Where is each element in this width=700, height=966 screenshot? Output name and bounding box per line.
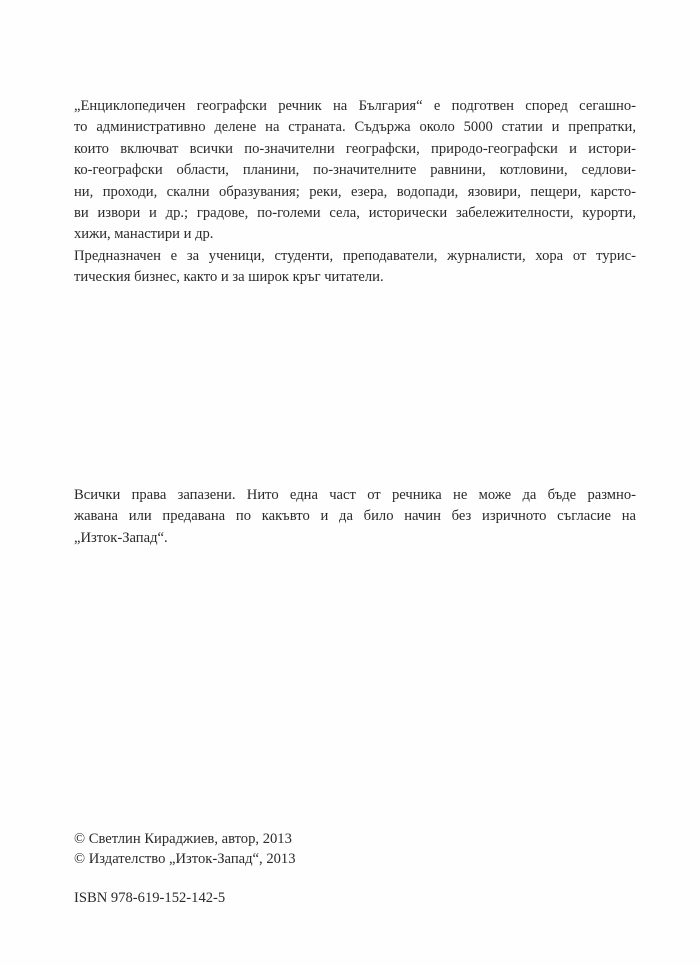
rights-line-2: жавана или предавана по какъвто и да било начин без изричното съгласие на xyxy=(74,508,636,525)
description-line-3: които включват всички по-значителни географски, природо-географски и истори- xyxy=(74,140,636,157)
description-line-4: ко-географски области, планини, по-значителните равнини, котловини, седлови- xyxy=(74,162,636,179)
description-line-6: ви извори и др.; градове, по-големи села, исторически забележителности, курорти, xyxy=(74,205,636,222)
book-description xyxy=(74,96,636,289)
description-line-8: Предназначен е за ученици, студенти, преподаватели, журналисти, хора от турис- xyxy=(74,247,636,264)
copyright-publisher: © Издателство „Изток-Запад“, 2013 xyxy=(74,851,296,867)
rights-notice xyxy=(74,485,636,549)
description-line-2: то административно делене на страната. Съдържа около 5000 статии и препратки, xyxy=(74,119,636,136)
rights-line-1: Всички права запазени. Нито една част от речника не може да бъде размно- xyxy=(74,487,636,503)
description-line-5: ни, проходи, скални образувания; реки, езера, водопади, язовири, пещери, карсто- xyxy=(74,183,636,200)
description-line-1: „Енциклопедичен географски речник на България“ е подготвен според сегашно- xyxy=(74,98,636,114)
copyright-author: © Светлин Кираджиев, автор, 2013 xyxy=(74,831,292,847)
description-line-7: хижи, манастири и др. xyxy=(74,226,214,243)
isbn-number: ISBN 978-619-152-142-5 xyxy=(74,890,226,906)
description-line-9: тическия бизнес, както и за широк кръг читатели. xyxy=(74,269,384,286)
copyright-block xyxy=(74,829,296,869)
rights-line-3: „Изток-Запад“. xyxy=(74,529,168,546)
